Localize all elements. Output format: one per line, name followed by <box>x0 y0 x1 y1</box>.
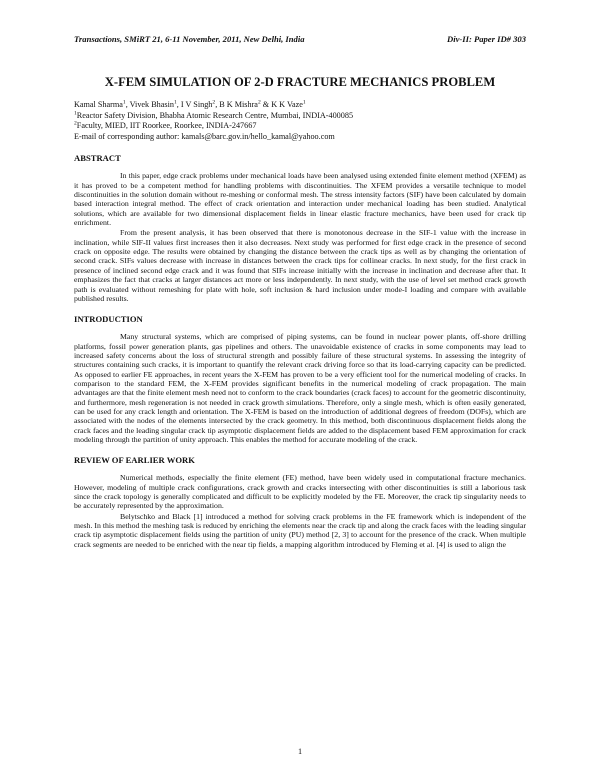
affiliation-line <box>74 111 526 122</box>
paper-title: X-FEM SIMULATION OF 2-D FRACTURE MECHANICS PROBLEM <box>104 75 496 89</box>
review-heading: REVIEW OF EARLIER WORK <box>74 455 195 466</box>
affiliation-mark: 2 <box>212 99 216 106</box>
paper-id: Div-II: Paper ID# 303 <box>446 34 526 44</box>
affiliation-text: Reactor Safety Division, Bhabha Atomic Research Centre, Mumbai, INDIA-400085 <box>76 110 354 120</box>
corresponding-email: E-mail of corresponding author: kamals@barc.gov.in/hello_kamal@yahoo.com <box>74 131 335 141</box>
affiliation-mark: 2 <box>74 120 77 127</box>
running-header <box>74 34 526 45</box>
introduction-heading: INTRODUCTION <box>74 314 143 325</box>
abstract-heading: ABSTRACT <box>74 153 121 164</box>
author-line <box>74 100 526 111</box>
author-name: , Vivek Bhasin <box>125 100 174 109</box>
author-block <box>74 100 526 142</box>
review-paragraph: Numerical methods, especially the finite element (FE) method, have been widely used in computational fracture mechanics. However, modeling of multiple crack configurations, crack growth and cracks intersecting with other discontinuities is still a laborious task since the crack topology is generally complicated and difficult to be explicitly modeled by the FE. Moreover, the crack tip singularity needs to be accurately represented by the approximation. <box>74 473 526 511</box>
author-name: , I V Singh <box>176 100 213 109</box>
abstract-paragraph: In this paper, edge crack problems under mechanical loads have been analysed using extended finite element method (XFEM) as it has proved to be a competent method for handling problems with discontinuities. The XFEM provides a versatile technique to model discontinuities in the solution domain without re-meshing or conformal mesh. The stress intensity factors (SIF) have been calculated by domain based interaction integral method. The effect of crack orientation and interaction under mechanical loading has been studied. Analytical solutions, which are available for two dimensional displacement fields in linear elastic fracture mechanics, have been used for crack tip enrichment. <box>74 171 526 228</box>
affiliation-mark: 1 <box>173 99 177 106</box>
affiliation-mark: 1 <box>74 109 77 116</box>
affiliation-line <box>74 121 526 132</box>
page-number: 1 <box>297 747 303 756</box>
affiliation-mark: 1 <box>302 99 306 106</box>
affiliation-text: Faculty, MIED, IIT Roorkee, Roorkee, INDIA-247667 <box>76 121 257 131</box>
abstract-paragraph: From the present analysis, it has been observed that there is monotonous decrease in the SIF-1 value with the increase in inclination, while SIF-II values first increases then it also decreases. Next study was performed for first edge crack in the presence of second crack on opposite edge. The results were obtained by changing the distance between the crack tips as well as by changing the orientation of second crack. SIFs values decrease with increase in distances between the crack tips for collinear cracks. In next study, for the first crack in presence of inclined second edge crack and it was found that SIFs increase initially with the increase in inclination and decrease after that. It emphasizes the fact that cracks at larger distances act more or less independently. In next study, with the use of level set method crack growth path is evaluated without remeshing for plate with hole, soft inclusion & hard inclusion under mode-I loading and compare with available published results. <box>74 228 526 303</box>
author-name: Kamal Sharma <box>74 100 123 109</box>
introduction-paragraph: Many structural systems, which are comprised of piping systems, can be found in nuclear power plants, off-shore drilling platforms, fossil power generation plants, gas pipelines and others. The unavoidable existence of cracks in some components may lead to increased safety concerns about the loss of structural strength and possibly failure of these structural systems. In assessing the integrity of structures containing such cracks, it is important to quantify the relevant crack driving force so that its load-carrying capacity can be predicted. As opposed to earlier FE approaches, in recent years the X-FEM has proven to be a very efficient tool for the numerical modeling of cracks. In comparison to the standard FEM, the X-FEM provides significant benefits in the numerical modeling of crack propagation. The main advantages are that the finite element mesh need not to conform to the crack boundaries (crack faces) to account for the geometric discontinuity, and furthermore, mesh regeneration is not needed in crack growth simulations. Therefore, only a single mesh, which is often easily generated, can be used for any crack length and orientation. The X-FEM is based on the introduction of additional degrees of freedom (DOFs), which are associated with the nodes of the elements intersected by the crack geometry. In this method, both discontinuous displacement fields along the crack faces and the leading singular crack tip asymptotic displacement fields are added to the displacement based FEM approximation for crack modeling through the partition of unity approach. This enables the method for accurate modeling of the crack. <box>74 332 526 444</box>
author-name: , B K Mishra <box>215 100 258 109</box>
author-name: & K K Vaze <box>260 100 303 109</box>
affiliation-mark: 2 <box>257 99 261 106</box>
conference-citation: Transactions, SMiRT 21, 6-11 November, 2011, New Delhi, India <box>74 34 305 44</box>
affiliation-mark: 1 <box>122 99 126 106</box>
review-paragraph: Belytschko and Black [1] introduced a method for solving crack problems in the FE framework which is independent of the mesh. In this method the meshing task is reduced by enriching the elements near the crack tip and along the crack faces with the leading singular crack tip asymptotic displacement fields using the partition of unity (PU) method [2, 3] to account for the presence of the crack. When multiple crack segments are needed to be enriched with the near tip fields, a mapping algorithm introduced by Fleming et al. [4] is used to align the <box>74 511 526 549</box>
